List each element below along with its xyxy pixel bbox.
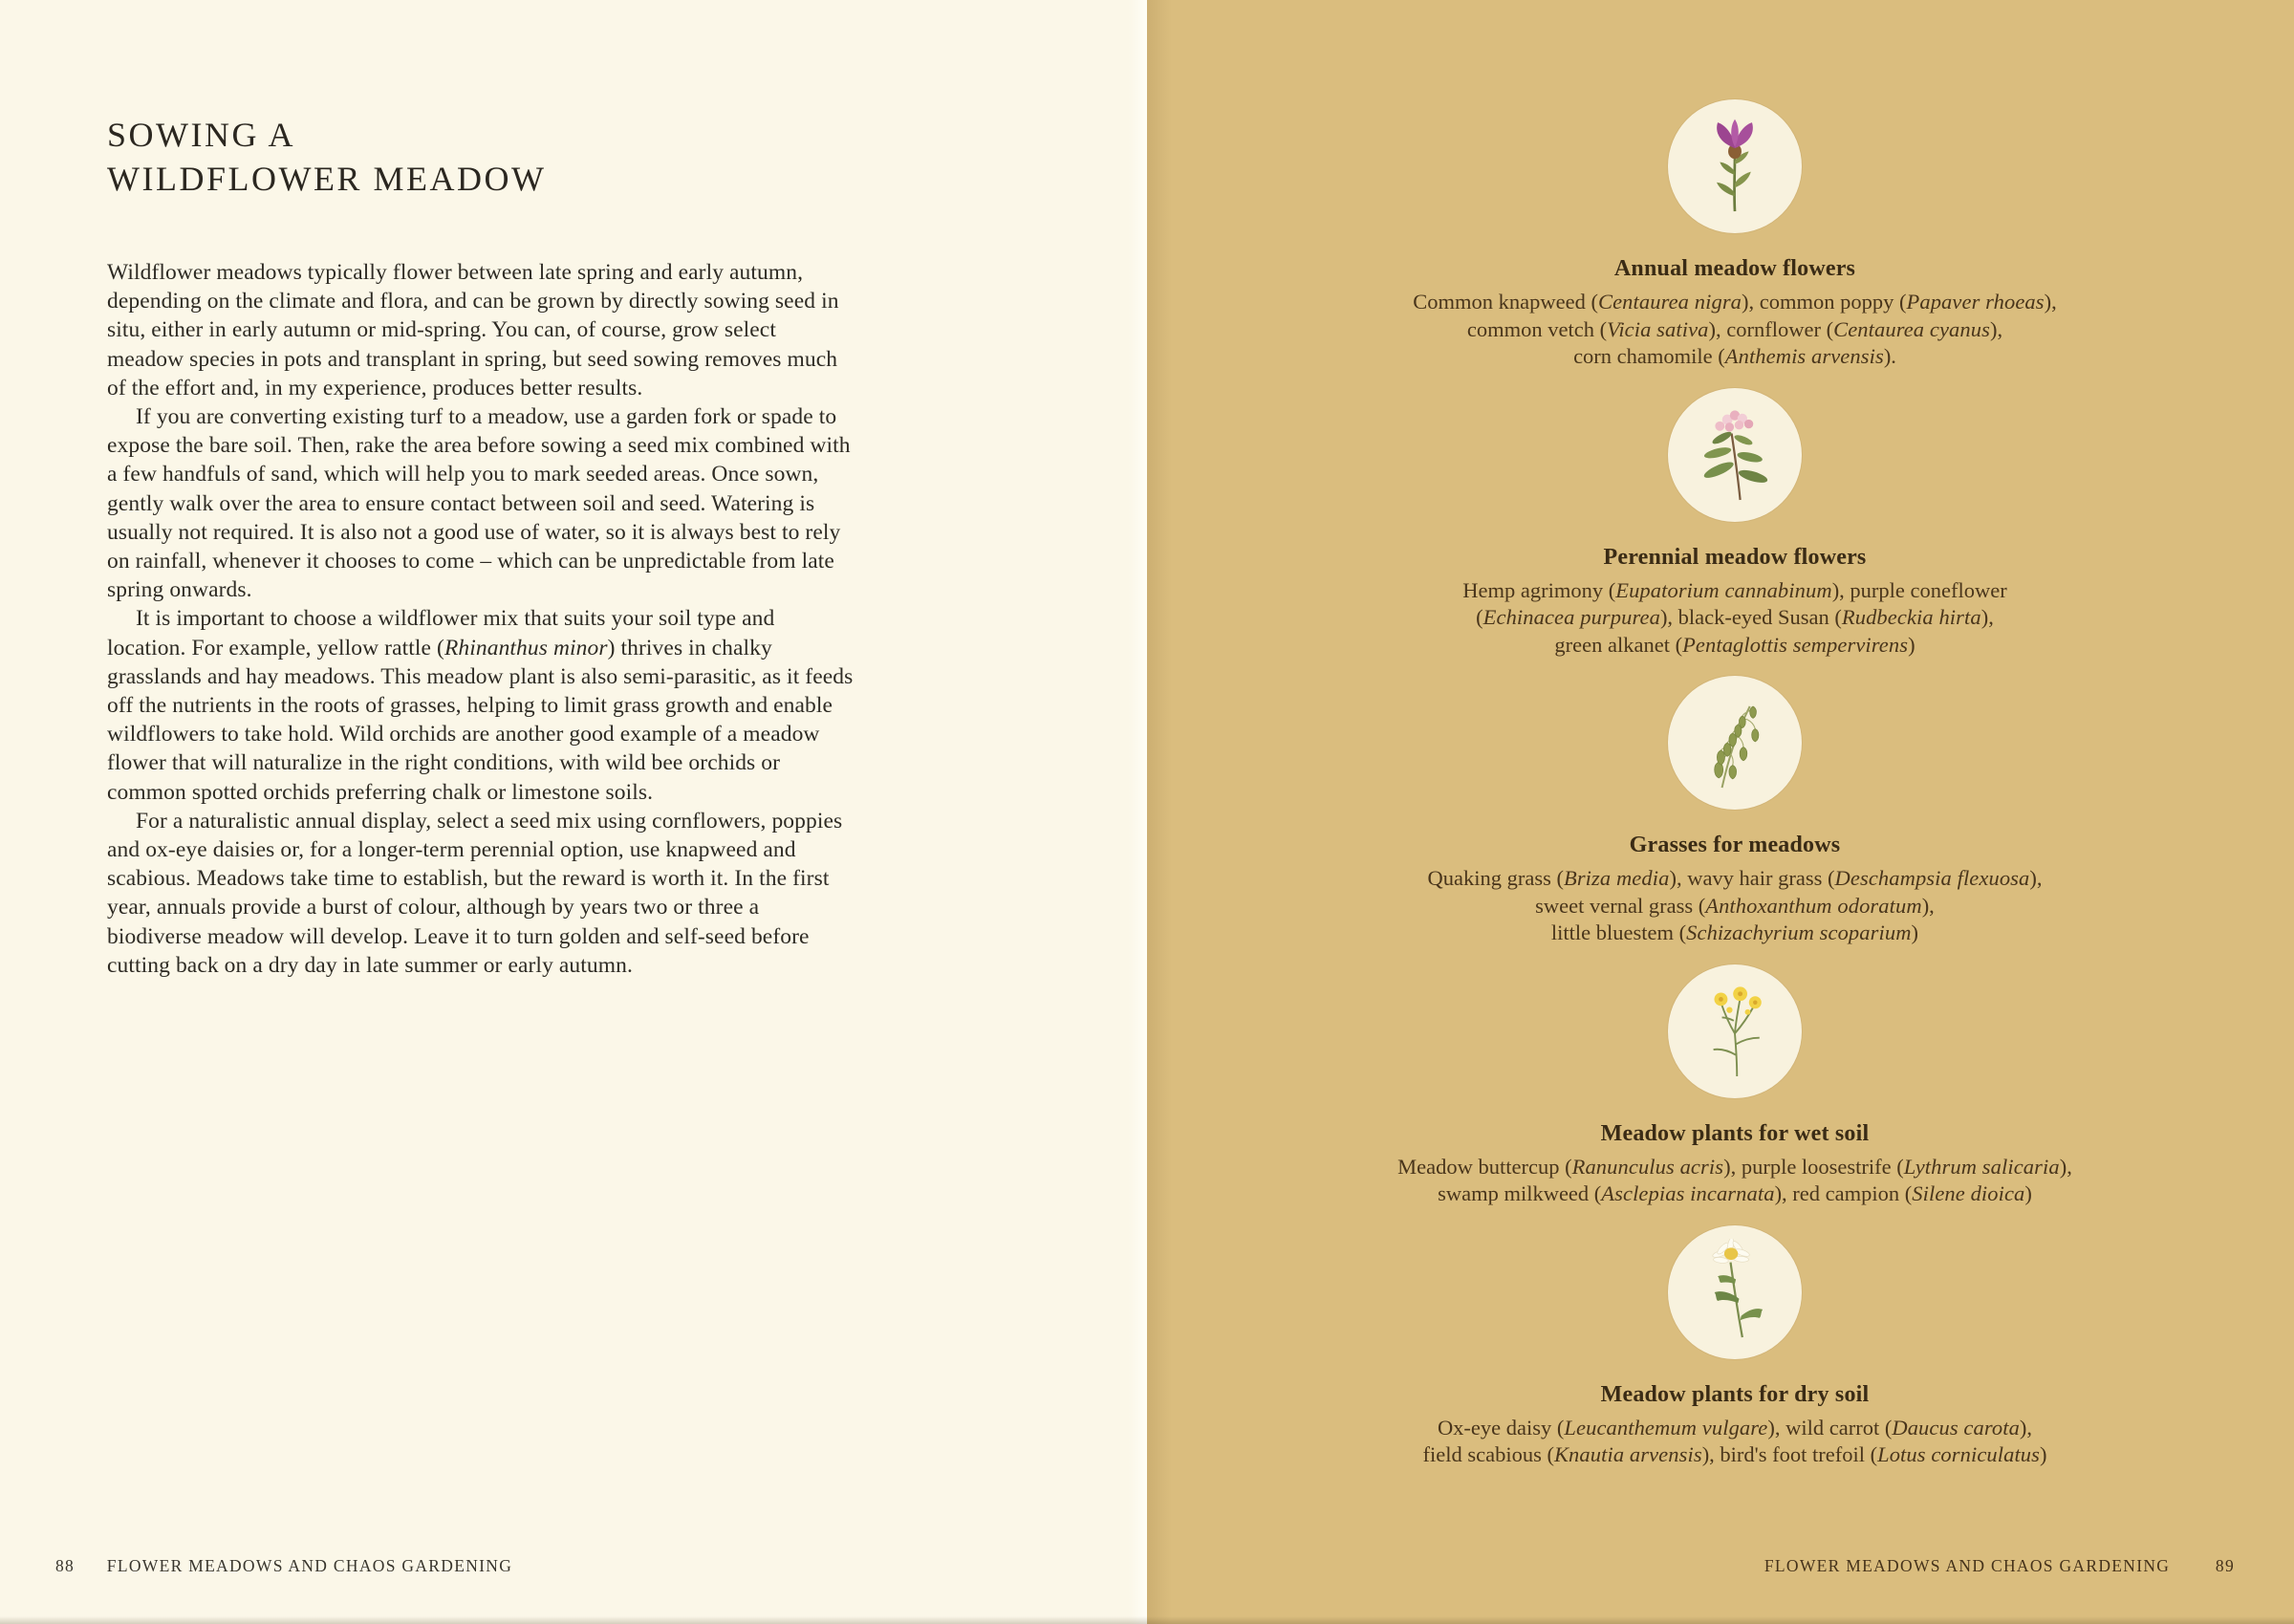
right-page-number: 89 — [2215, 1556, 2235, 1575]
perennial-flowers-heading: Perennial meadow flowers — [1603, 544, 1867, 570]
perennial-flowers-circle — [1668, 388, 1802, 522]
annual-flowers-heading: Annual meadow flowers — [1613, 256, 1856, 281]
perennial-flowers-list: Hemp agrimony (Eupatorium cannabinum), purple coneflower (Echinacea purpurea), black-eyed Susan (Rudbeckia hirta), green alkanet (Pentaglottis sempervirens) — [1462, 577, 2007, 657]
section-annual-meadow-flowers — [1413, 99, 2056, 371]
paragraph-2: If you are converting existing turf to a meadow, use a garden fork or spade to expose the bare soil. Then, rake the area before sowing a seed mix combined with a few handfuls of sand, which will help you to mark seeded areas. Once sown, gently walk over the area to ensure contact between soil and seed. Watering is usually not required. It is also not a good use of water, so it is always best to rely on rainfall, whenever it chooses to come – which can be unpredictable from late spring onwards. — [107, 404, 851, 603]
paragraph-3: It is important to choose a wildflower mix that suits your soil type and location. For example, yellow rattle (Rhinanthus minor) thrives in chalky grasslands and hay meadows. This meadow plant is also semi-parasitic, as it feeds off the nutrients in the roots of grasses, helping to limit grass growth and enable wildflowers to take hold. Wild orchids are another good example of a meadow flower that will naturalize in the right conditions, with wild bee orchids or common spotted orchids preferring chalk or limestone soils. — [107, 606, 854, 805]
dry-soil-list: Ox-eye daisy (Leucanthemum vulgare), wild carrot (Daucus carota), field scabious (Knautia arvensis), bird's foot trefoil (Lotus corniculatus) — [1422, 1415, 2047, 1466]
right-page-content — [1176, 0, 2294, 1486]
page-title-line1: SOWING A — [107, 116, 295, 154]
quaking-grass-icon — [1681, 689, 1788, 796]
page-title — [107, 113, 1147, 201]
paragraph-4: For a naturalistic annual display, select a seed mix using cornflowers, poppies and ox-eye daisies or, for a longer-term perennial option, use knapweed and scabious. Meadows take time to establish, but the reward is worth it. In the first year, annuals provide a burst of colour, although by years two or three a biodiverse meadow will develop. Leave it to turn golden and self-seed before cutting back on a dry day in late summer or early autumn. — [107, 808, 843, 978]
right-running-title: FLOWER MEADOWS AND CHAOS GARDENING — [1764, 1556, 2171, 1575]
left-running-title: FLOWER MEADOWS AND CHAOS GARDENING — [106, 1556, 513, 1575]
oxeye-daisy-icon — [1681, 1239, 1788, 1346]
wet-soil-list: Meadow buttercup (Ranunculus acris), purple loosestrife (Lythrum salicaria), swamp milkweed (Asclepias incarnata), red campion (Silene dioica) — [1397, 1154, 2072, 1205]
buttercup-icon — [1681, 978, 1788, 1085]
body-text-column — [107, 258, 855, 980]
grasses-circle — [1668, 676, 1802, 810]
left-footer — [55, 1556, 512, 1576]
section-meadow-plants-dry-soil — [1422, 1225, 2046, 1469]
grasses-heading: Grasses for meadows — [1629, 833, 1841, 857]
wet-soil-heading: Meadow plants for wet soil — [1600, 1120, 1870, 1146]
dry-soil-circle — [1668, 1225, 1802, 1359]
hemp-agrimony-icon — [1681, 401, 1788, 509]
left-page-content — [0, 0, 1147, 980]
right-page — [1147, 0, 2294, 1624]
left-page-number: 88 — [55, 1556, 76, 1575]
knapweed-icon — [1681, 113, 1788, 220]
wet-soil-circle — [1668, 964, 1802, 1098]
paragraph-1: Wildflower meadows typically flower between late spring and early autumn, depending on the climate and flora, and can be grown by directly sowing seed in situ, either in early autumn or mid-spring. You can, of course, grow select meadow species in pots and transplant in spring, but seed sowing removes much of the effort and, in my experience, produces better results. — [107, 260, 839, 401]
right-footer — [1764, 1556, 2235, 1576]
grasses-list: Quaking grass (Briza media), wavy hair grass (Deschampsia flexuosa), sweet vernal grass (Anthoxanthum odoratum), little bluestem (Schizachyrium scoparium) — [1427, 866, 2043, 944]
dry-soil-heading: Meadow plants for dry soil — [1600, 1381, 1870, 1407]
section-grasses-for-meadows — [1427, 676, 2042, 947]
annual-flowers-list: Common knapweed (Centaurea nigra), common poppy (Papaver rhoeas), common vetch (Vicia sativa), cornflower (Centaurea cyanus), corn chamomile (Anthemis arvensis). — [1413, 290, 2057, 368]
page-title-line2: WILDFLOWER MEADOW — [107, 160, 547, 198]
section-meadow-plants-wet-soil — [1397, 964, 2072, 1208]
section-perennial-meadow-flowers — [1462, 388, 2006, 660]
annual-flowers-circle — [1668, 99, 1802, 233]
